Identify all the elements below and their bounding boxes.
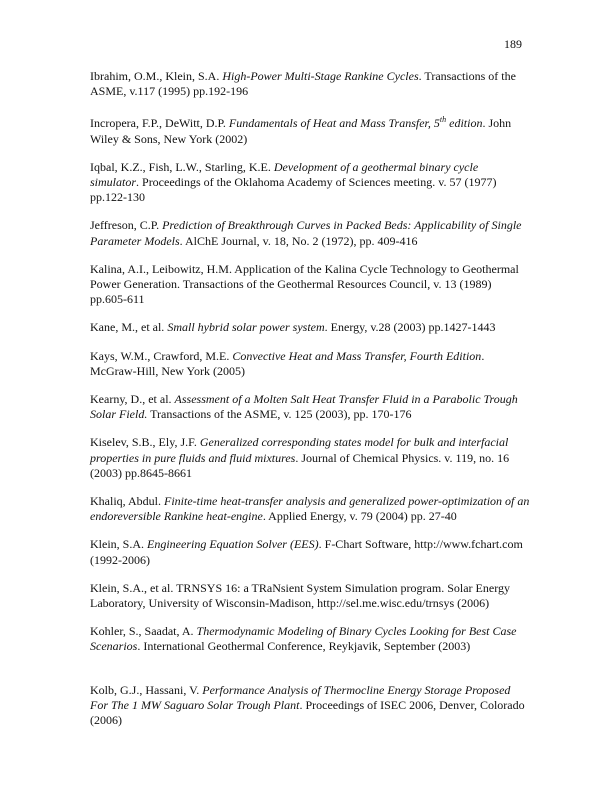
reference-entry [90, 392, 530, 422]
ref-authors: Klein, S.A. [90, 537, 147, 552]
ref-source: . AlChE Journal, v. 18, No. 2 (1972), pp. 409-416 [179, 233, 418, 248]
reference-entry [90, 262, 530, 308]
ref-title: Development of a geothermal binary cycle simulator [90, 159, 479, 190]
reference-entry [90, 624, 530, 654]
ref-title: Prediction of Breakthrough Curves in Packed Beds: Applicability of Single Parameter Models [90, 218, 522, 248]
reference-entry [90, 112, 530, 146]
ref-authors: Kane, M., et al. [90, 320, 168, 335]
reference-entry [90, 218, 530, 248]
ref-source: . McGraw-Hill, New York (2005) [90, 348, 485, 378]
reference-entry [90, 349, 530, 379]
ref-source: . Proceedings of the Oklahoma Academy of Sciences meeting. v. 57 (1977) pp.122-130 [90, 175, 497, 205]
ref-authors: Iqbal, K.Z., Fish, L.W., Starling, K.E. [90, 159, 274, 174]
ref-title: Small hybrid solar power system [167, 320, 325, 335]
ref-source: . Proceedings of ISEC 2006, Denver, Colorado (2006) [90, 697, 525, 728]
reference-entry [90, 494, 530, 524]
reference-entry [90, 581, 530, 611]
ref-title-superscript: th [439, 115, 447, 125]
reference-entry [90, 160, 530, 206]
ref-authors: Kohler, S., Saadat, A. [90, 624, 197, 639]
reference-entry [90, 320, 530, 335]
ref-title: Thermodynamic Modeling of Binary Cycles Looking for Best Case Scenarios [90, 624, 517, 654]
ref-authors: Khaliq, Abdul. [90, 494, 164, 509]
ref-authors: Kays, W.M., Crawford, M.E. [90, 348, 233, 363]
ref-source: . Journal of Chemical Physics. v. 119, no. 16 (2003) pp.8645-8661 [90, 450, 510, 480]
ref-title: Convective Heat and Mass Transfer, Fourth Edition [232, 348, 482, 363]
ref-text: Kalina, A.I., Leibowitz, H.M. Application of the Kalina Cycle Technology to Geothermal Power Generation. Transactions of the Geothermal Resources Council, v. 13 (1989) pp.605-611 [90, 261, 519, 307]
page-number: 189 [504, 37, 522, 51]
ref-source: Transactions of the ASME, v. 125 (2003), pp. 170-176 [147, 407, 412, 422]
ref-source: . International Geothermal Conference, Reykjavik, September (2003) [137, 639, 471, 654]
ref-authors: Ibrahim, O.M., Klein, S.A. [90, 69, 223, 83]
ref-title: Generalized corresponding states model for bulk and interfacial properties in pure fluids and fluid mixtures [90, 435, 509, 465]
ref-authors: Kolb, G.J., Hassani, V. [90, 682, 203, 697]
reference-list [90, 69, 530, 741]
ref-title: High-Power Multi-Stage Rankine Cycles [222, 69, 419, 83]
ref-title-cont: edition [446, 116, 483, 131]
reference-entry [90, 435, 530, 481]
ref-authors: Incropera, F.P., DeWitt, D.P. [90, 116, 229, 131]
ref-source: . Applied Energy, v. 79 (2004) pp. 27-40 [262, 509, 457, 524]
ref-source: . F-Chart Software, http://www.fchart.com (1992-2006) [90, 537, 523, 567]
ref-title: Assessment of a Molten Salt Heat Transfer Fluid in a Parabolic Trough Solar Field. [90, 392, 518, 422]
ref-source: . Transactions of the ASME, v.117 (1995) pp.192-196 [90, 69, 516, 99]
ref-title: Finite-time heat-transfer analysis and generalized power-optimization of an endoreversible Rankine heat-engine [90, 494, 530, 524]
ref-source: . Energy, v.28 (2003) pp.1427-1443 [324, 320, 496, 335]
ref-authors: Kearny, D., et al. [90, 392, 175, 407]
ref-title: Performance Analysis of Thermocline Energy Storage Proposed For The 1 MW Saguaro Solar Trough Plant [90, 682, 511, 712]
reference-entry [90, 69, 530, 99]
reference-entry [90, 537, 530, 567]
ref-title: Engineering Equation Solver (EES) [147, 537, 319, 552]
ref-authors: Kiselev, S.B., Ely, J.F. [90, 435, 200, 450]
ref-source: . John Wiley & Sons, New York (2002) [90, 116, 512, 146]
ref-text: Klein, S.A., et al. TRNSYS 16: a TRaNsient System Simulation program. Solar Energy Laboratory, University of Wisconsin-Madison, http://sel.me.wisc.edu/trnsys (2006) [90, 580, 510, 611]
ref-authors: Jeffreson, C.P. [90, 218, 163, 233]
ref-title: Fundamentals of Heat and Mass Transfer, 5 [228, 116, 440, 131]
reference-entry [90, 683, 530, 729]
